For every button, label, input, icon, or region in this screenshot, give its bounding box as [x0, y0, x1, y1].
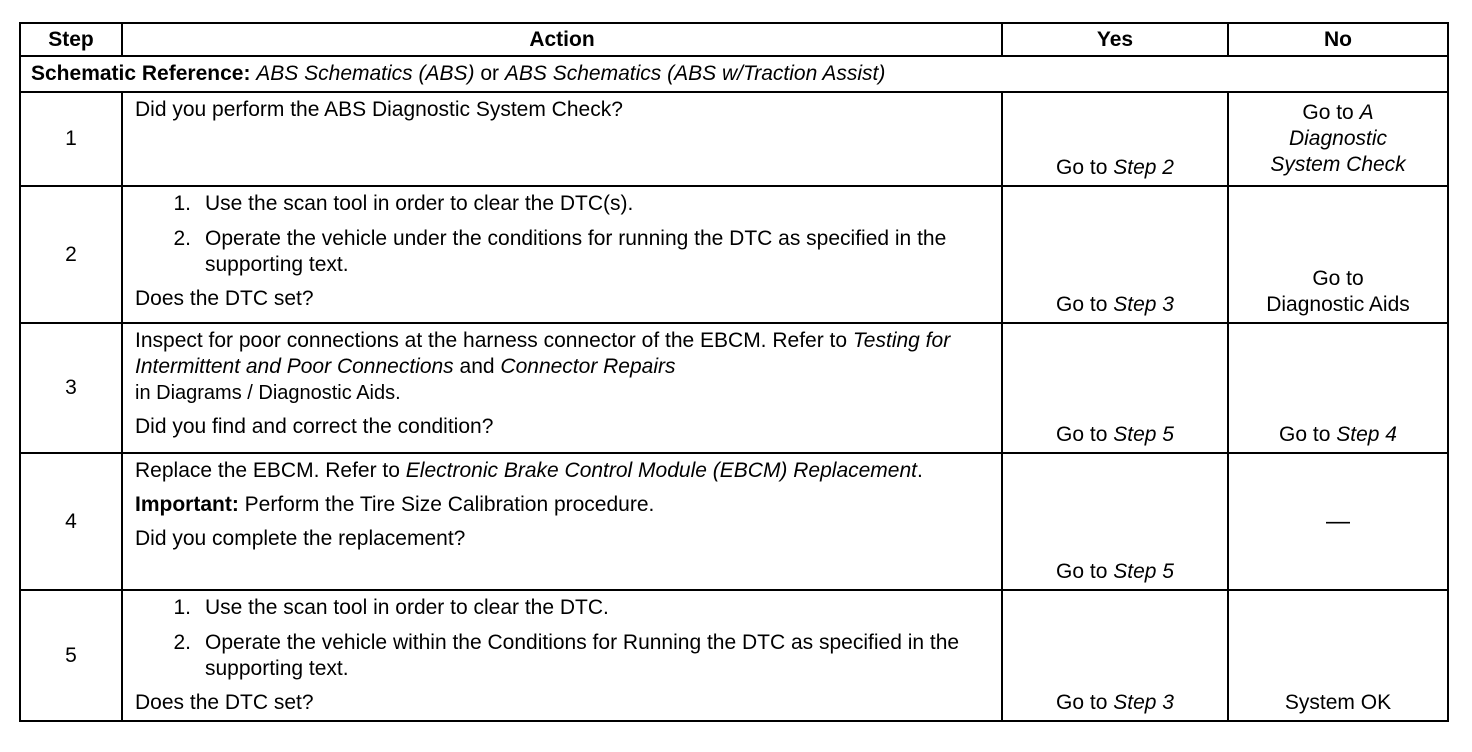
step-number: 5 [20, 590, 122, 721]
step-substeps [135, 191, 993, 278]
step-row-2 [20, 186, 1448, 323]
header-action: Action [122, 23, 1002, 56]
step-number: 4 [20, 453, 122, 590]
schematic-or: or [480, 62, 500, 85]
step-no: — [1228, 453, 1448, 590]
step-number: 2 [20, 186, 122, 323]
step-row-5 [20, 590, 1448, 721]
step-no [1228, 92, 1448, 186]
step-text: in Diagrams / Diagnostic Aids. [135, 382, 401, 404]
no-link[interactable]: System Check [1270, 153, 1406, 176]
yes-link[interactable]: Step 5 [1113, 423, 1174, 446]
step-yes [1002, 453, 1228, 590]
step-question: Does the DTC set? [135, 691, 314, 714]
step-action [122, 590, 1002, 721]
yes-prefix: Go to [1056, 156, 1108, 179]
substep: 2. Operate the vehicle within the Conditions for Running the DTC as specified in the supporting text. [173, 631, 960, 680]
substep: 1. Use the scan tool in order to clear the DTC(s). [173, 192, 634, 215]
no-prefix: Go to [1279, 423, 1331, 446]
step-substeps [135, 595, 993, 682]
header-step: Step [20, 23, 122, 56]
yes-link[interactable]: Step 3 [1113, 691, 1174, 714]
yes-prefix: Go to [1056, 423, 1108, 446]
step-no [1228, 323, 1448, 453]
step-number: 1 [20, 92, 122, 186]
step-action [122, 92, 1002, 186]
step-number: 3 [20, 323, 122, 453]
step-no [1228, 186, 1448, 323]
step-action: Replace the EBCM. Refer to Electronic Brake Control Module (EBCM) Replacement. Important: Perform the Tire Size Calibration procedure. Did you complete the replacement? [122, 453, 1002, 590]
step-row-3 [20, 323, 1448, 453]
link-testing-intermittent[interactable]: Testing for Intermittent and Poor Connections [135, 329, 951, 378]
schematic-reference-row [20, 56, 1448, 92]
step-question: Did you complete the replacement? [135, 527, 466, 550]
no-link[interactable]: A [1359, 101, 1374, 124]
yes-prefix: Go to [1056, 560, 1108, 583]
step-no: System OK [1228, 590, 1448, 721]
step-text: and [459, 355, 495, 378]
no-prefix: Go to [1312, 267, 1364, 290]
yes-link[interactable]: Step 2 [1113, 156, 1174, 179]
substep: 2. Operate the vehicle under the conditions for running the DTC as specified in the supporting text. [173, 227, 947, 276]
step-yes [1002, 323, 1228, 453]
no-link[interactable]: Diagnostic [1288, 127, 1388, 150]
link-connector-repairs[interactable]: Connector Repairs [500, 355, 676, 378]
step-question: Did you find and correct the condition? [135, 415, 494, 438]
schematic-reference-label: Schematic Reference: [31, 62, 251, 85]
no-prefix: Go to [1302, 101, 1354, 124]
step-yes [1002, 92, 1228, 186]
header-row [20, 23, 1448, 56]
substep: 1. Use the scan tool in order to clear the DTC. [173, 596, 609, 619]
step-question: Did you perform the ABS Diagnostic System Check? [135, 98, 623, 121]
schematic-reference [20, 56, 1448, 92]
important-label: Important: [135, 493, 239, 516]
yes-prefix: Go to [1056, 293, 1108, 316]
yes-link[interactable]: Step 3 [1113, 293, 1174, 316]
important-text: Perform the Tire Size Calibration procedure. [244, 493, 655, 516]
schematic-link-traction-assist[interactable]: ABS Schematics (ABS w/Traction Assist) [504, 62, 886, 85]
step-text: Replace the EBCM. Refer to [135, 459, 400, 482]
no-link[interactable]: Diagnostic Aids [1266, 293, 1410, 316]
step-action [122, 186, 1002, 323]
step-question: Does the DTC set? [135, 287, 314, 310]
step-yes [1002, 590, 1228, 721]
step-row-1 [20, 92, 1448, 186]
yes-link[interactable]: Step 5 [1113, 560, 1174, 583]
header-no: No [1228, 23, 1448, 56]
step-action [122, 323, 1002, 453]
important-note [135, 492, 993, 518]
step-row-4 [20, 453, 1448, 590]
diagnostic-table [19, 22, 1449, 722]
step-yes [1002, 186, 1228, 323]
yes-prefix: Go to [1056, 691, 1108, 714]
no-link[interactable]: Step 4 [1336, 423, 1397, 446]
schematic-link-abs[interactable]: ABS Schematics (ABS) [256, 62, 475, 85]
header-yes: Yes [1002, 23, 1228, 56]
link-ebcm-replacement[interactable]: Electronic Brake Control Module (EBCM) Replacement [405, 459, 917, 482]
step-text: Inspect for poor connections at the harness connector of the EBCM. Refer to [135, 329, 848, 352]
